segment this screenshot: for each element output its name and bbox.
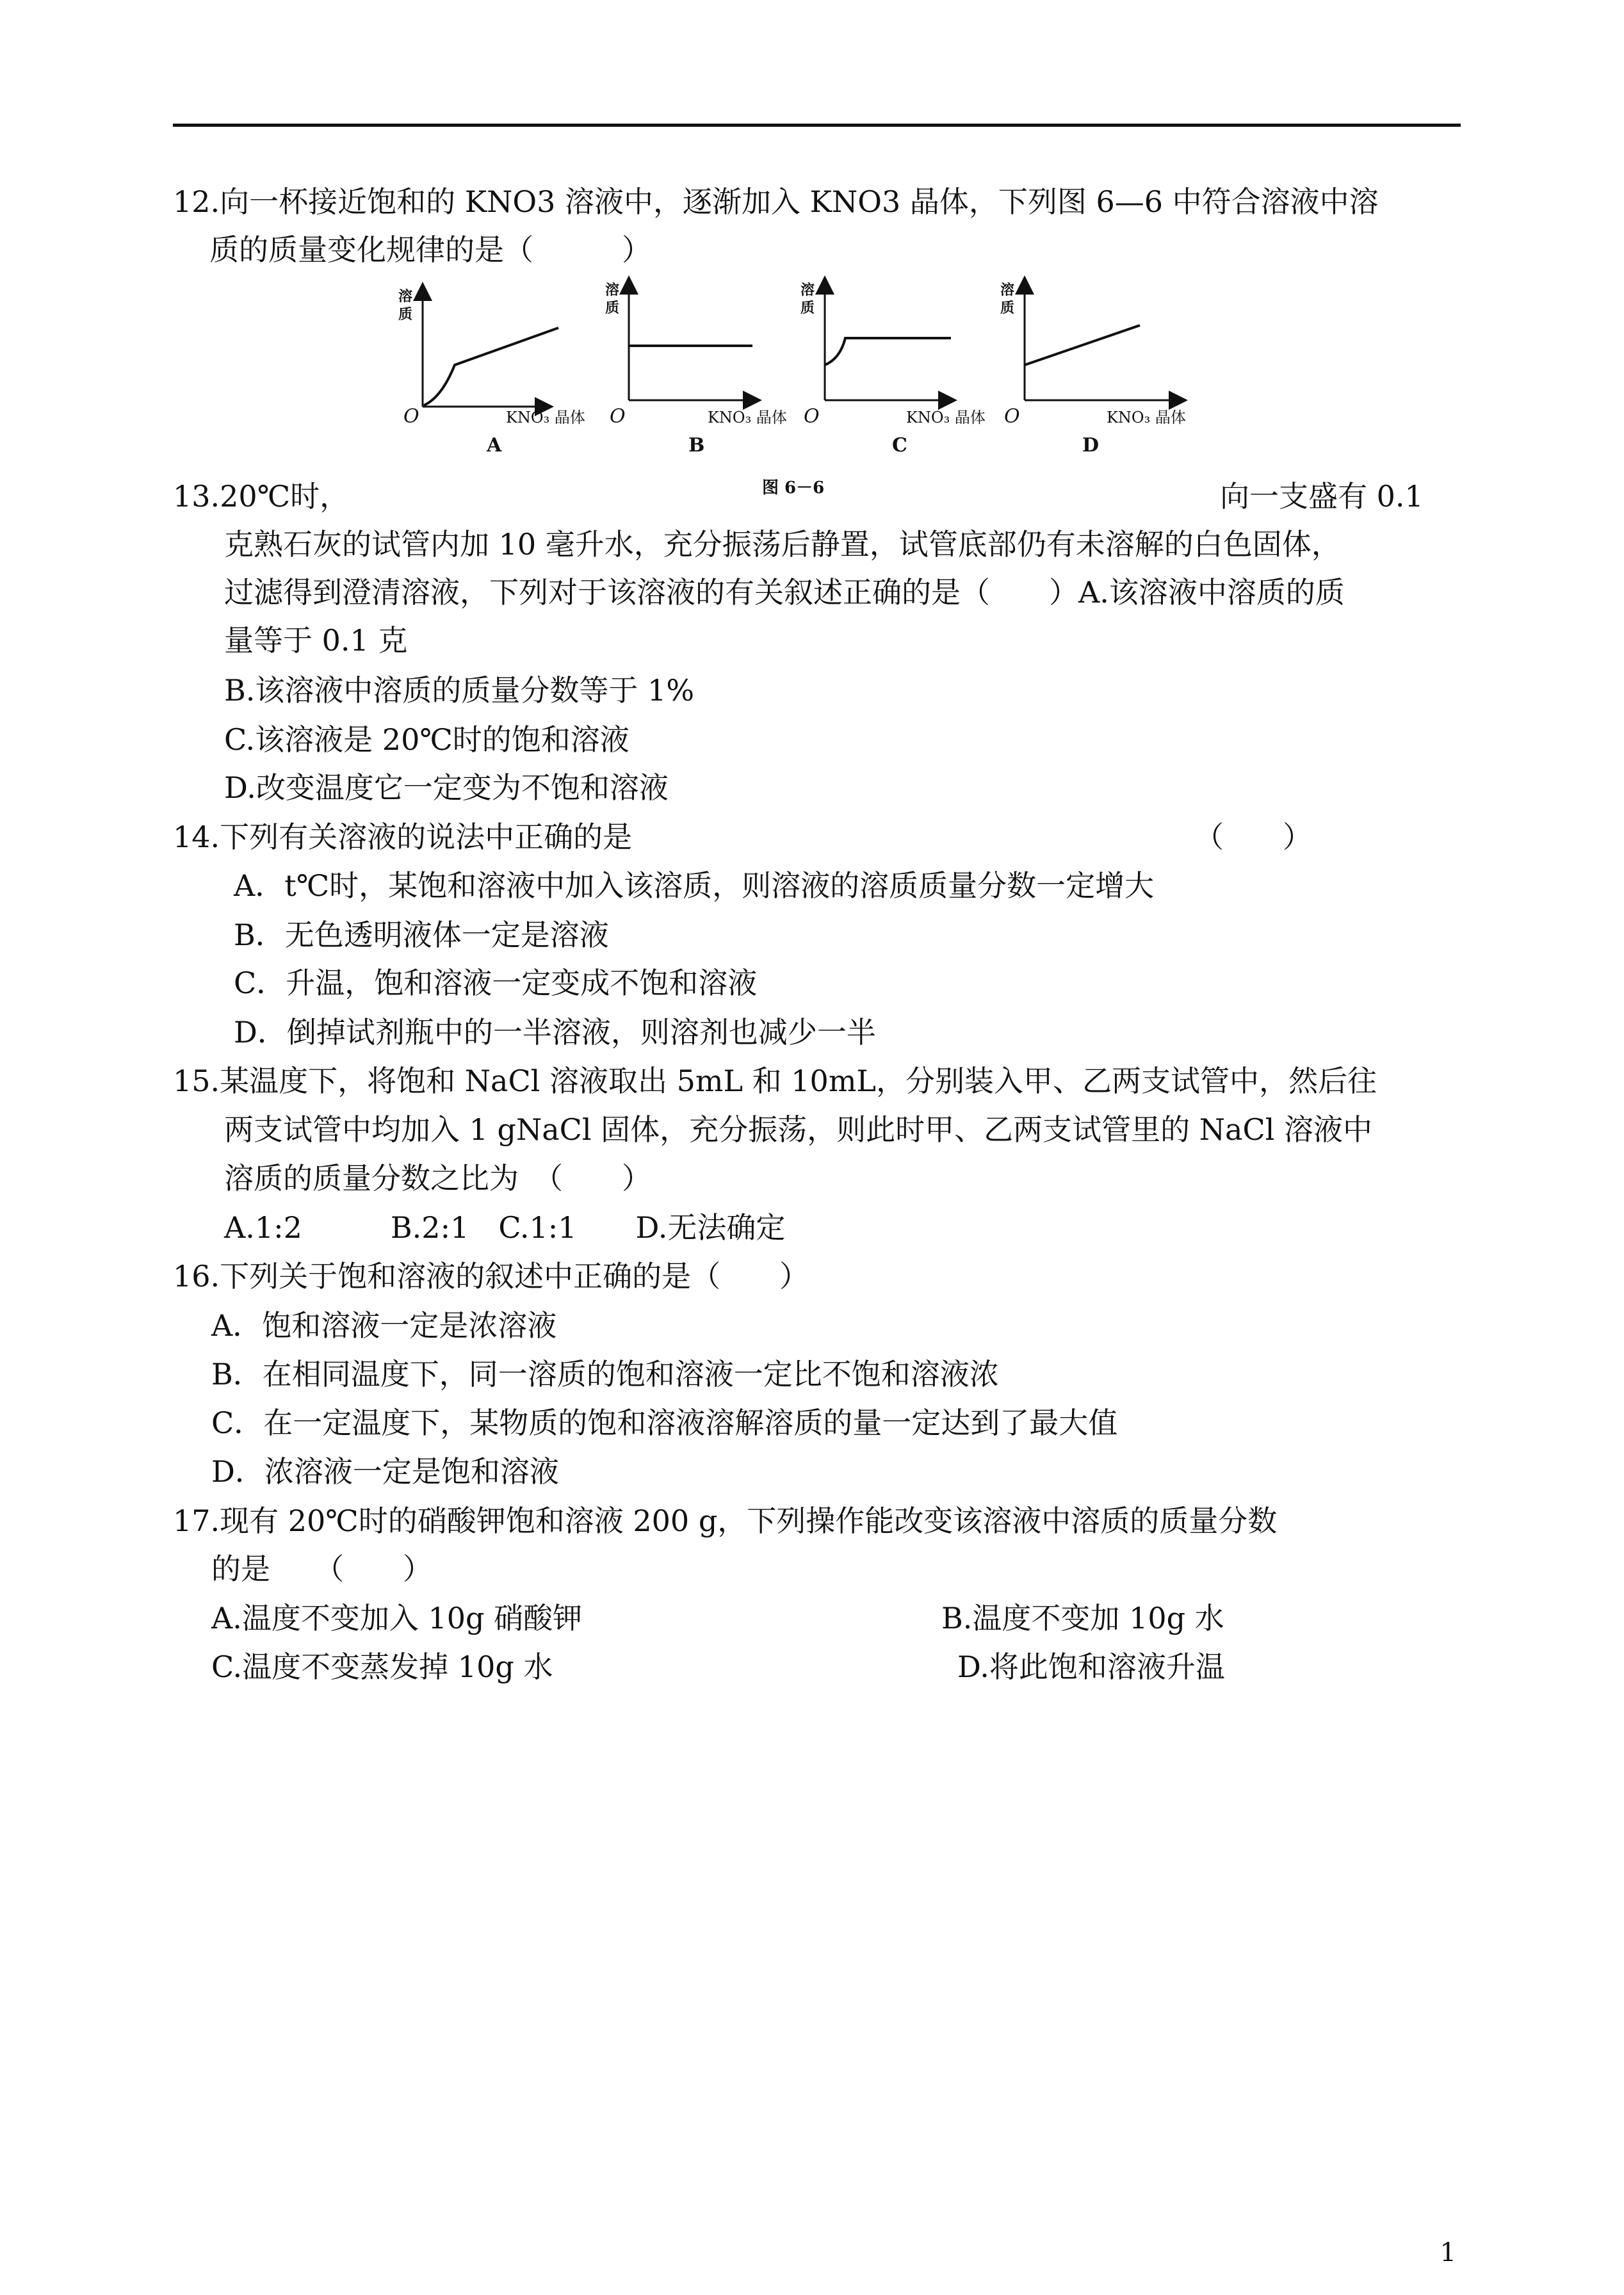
q17-option-a: A.温度不变加入 10g 硝酸钾 <box>211 1601 583 1635</box>
graph-d-xlabel: KNO₃ 晶体 <box>1107 409 1186 426</box>
graph-a-origin: O <box>403 405 419 428</box>
q13-line4: 量等于 0.1 克 <box>224 623 408 658</box>
page-number: 1 <box>1440 2238 1456 2267</box>
graph-d <box>1000 282 1186 457</box>
graph-b-ylabel-top: 溶 <box>605 282 620 298</box>
figure-caption: 图 6－6 <box>762 478 825 498</box>
q17-line2: 的是 （ ） <box>211 1552 432 1586</box>
header-rule <box>173 124 1461 127</box>
graph-d-ylabel-bottom: 质 <box>1000 300 1015 316</box>
q15-line3: 溶质的质量分数之比为 （ ） <box>224 1161 651 1196</box>
q12-line1: 12.向一杯接近饱和的 KNO3 溶液中，逐渐加入 KNO3 晶体，下列图 6—6 中符合溶液中溶 <box>173 184 1379 219</box>
q15-options: A.1:2 B.2:1 C.1:1 D.无法确定 <box>224 1210 786 1245</box>
graph-d-curve <box>1025 325 1140 365</box>
q16-option-d: D．浓溶液一定是饱和溶液 <box>211 1454 559 1489</box>
graph-c-xlabel: KNO₃ 晶体 <box>906 409 986 426</box>
q14-option-a: A．t℃时，某饱和溶液中加入该溶质，则溶液的溶质质量分数一定增大 <box>234 868 1155 903</box>
q13-line1a: 13.20℃时， <box>173 479 350 514</box>
graph-d-label: D <box>1082 434 1100 457</box>
q16-option-c: C．在一定温度下，某物质的饱和溶液溶解溶质的量一定达到了最大值 <box>211 1406 1118 1440</box>
graph-c-ylabel-top: 溶 <box>800 282 815 298</box>
q17-option-b: B.温度不变加 10g 水 <box>941 1601 1224 1635</box>
q16-option-a: A．饱和溶液一定是浓溶液 <box>211 1308 557 1343</box>
q17-option-d: D.将此饱和溶液升温 <box>957 1650 1225 1684</box>
q14-stem: 14.下列有关溶液的说法中正确的是 <box>173 820 633 854</box>
graph-b-xlabel: KNO₃ 晶体 <box>708 409 787 426</box>
graph-a-xlabel: KNO₃ 晶体 <box>506 409 585 426</box>
graph-c <box>800 282 986 457</box>
graph-b <box>605 282 787 457</box>
graph-a <box>398 288 585 457</box>
q14-option-b: B．无色透明液体一定是溶液 <box>234 918 609 952</box>
graph-d-ylabel-top: 溶 <box>1000 282 1015 298</box>
q16-stem: 16.下列关于饱和溶液的叙述中正确的是（ ） <box>173 1259 809 1293</box>
graph-b-ylabel-bottom: 质 <box>605 300 620 316</box>
q13-line3: 过滤得到澄清溶液，下列对于该溶液的有关叙述正确的是（ ）A.该溶液中溶质的质 <box>224 575 1345 610</box>
graph-c-origin: O <box>804 405 820 428</box>
graph-a-ylabel-bottom: 质 <box>398 306 413 323</box>
q16-option-b: B．在相同温度下，同一溶质的饱和溶液一定比不饱和溶液浓 <box>211 1357 999 1391</box>
graph-c-label: C <box>892 434 907 457</box>
figure-graphs <box>384 269 1210 506</box>
q13-line2: 克熟石灰的试管内加 10 毫升水，充分振荡后静置，试管底部仍有未溶解的白色固体， <box>224 527 1341 562</box>
graph-a-ylabel-top: 溶 <box>398 288 413 305</box>
q13-option-b: B.该溶液中溶质的质量分数等于 1% <box>224 673 695 708</box>
graph-c-ylabel-bottom: 质 <box>800 300 815 316</box>
q13-line1b: 向一支盛有 0.1 <box>1220 479 1424 514</box>
q14-option-c: C．升温，饱和溶液一定变成不饱和溶液 <box>234 966 758 1000</box>
q12-line2: 质的质量变化规律的是（ ） <box>209 232 651 267</box>
q15-line1: 15.某温度下，将饱和 NaCl 溶液取出 5mL 和 10mL，分别装入甲、乙两支试管中，然后往 <box>173 1064 1377 1098</box>
graph-a-curve <box>424 328 558 405</box>
graph-a-label: A <box>487 434 502 457</box>
q15-line2: 两支试管中均加入 1 gNaCl 固体，充分振荡，则此时甲、乙两支试管里的 NaCl 溶液中 <box>224 1112 1372 1147</box>
graph-c-curve <box>825 338 951 365</box>
q14-option-d: D．倒掉试剂瓶中的一半溶液，则溶剂也减少一半 <box>234 1015 876 1050</box>
q14-answer-paren: （ ） <box>1194 820 1312 854</box>
graph-d-origin: O <box>1004 405 1020 428</box>
q13-option-c: C.该溶液是 20℃时的饱和溶液 <box>224 722 629 757</box>
graph-b-label: B <box>688 434 705 457</box>
graph-b-origin: O <box>610 405 626 428</box>
q17-option-c: C.温度不变蒸发掉 10g 水 <box>211 1650 553 1684</box>
figure-6-6 <box>384 269 1210 506</box>
q13-option-d: D.改变温度它一定变为不饱和溶液 <box>224 770 669 805</box>
q17-line1: 17.现有 20℃时的硝酸钾饱和溶液 200 g，下列操作能改变该溶液中溶质的质量分数 <box>173 1504 1278 1538</box>
